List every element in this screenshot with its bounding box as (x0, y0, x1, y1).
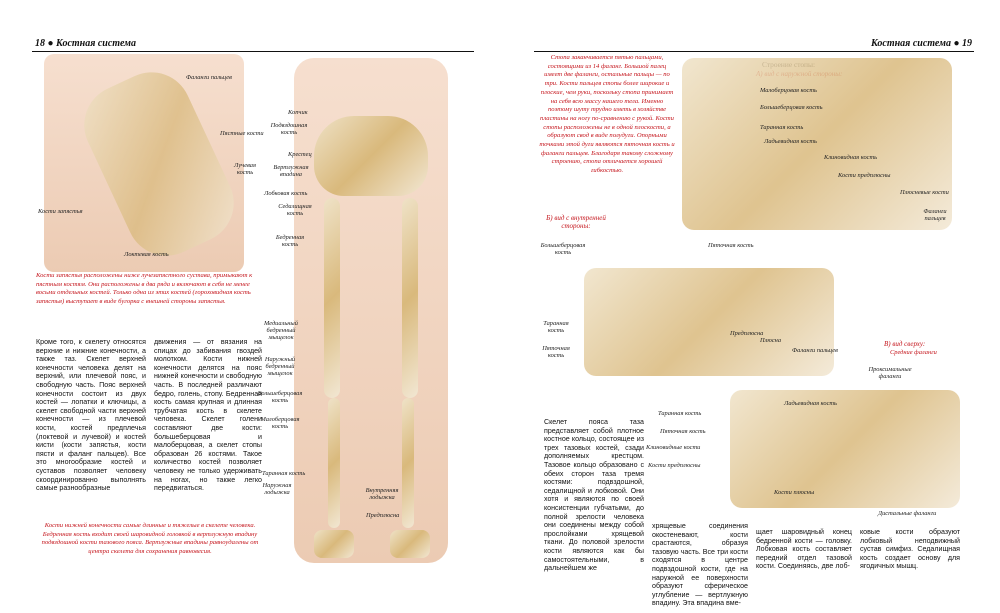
label-carpals: Кости запястья (38, 208, 83, 215)
label-ulna: Локтевая кость (124, 251, 169, 258)
label-femur: Бедренная кость (275, 234, 305, 248)
label-metacarpals: Пястные кости (220, 130, 264, 137)
label-c-proximal: Проксимальные фаланги (868, 366, 912, 380)
label-a-metatarsals: Плюсневые кости (900, 189, 949, 196)
right-body-column-2: хрящевые соединения окостеневают, кости срастаются, образуя тазовую часть. Все три кости сходятся в центре подвздошной кости, где на наружной ее поверхности образуют сферическое углубление — вертлужную впадину. Эта впадина вме- (652, 522, 748, 608)
label-medial-ankle: Внутренняя лодыжка (365, 487, 399, 501)
label-c-navicular: Ладьевидная кость (784, 400, 837, 407)
label-crest: Крестец (288, 151, 312, 158)
foot-lateral-view-illustration (682, 58, 952, 230)
label-talus-left: Таранная кость (262, 470, 306, 477)
left-body-column-1: Кроме того, к скелету относятся верхние и нижние конечности, а также таз. Скелет верхней конечности человека делят на верхний, или плечевой пояс, и свободную часть. Пояс верхней конечности состоит из двух костей — лопатки и ключицы, а скелет свободной части верхней конечности — из плечевой кости, костей предплечья (локтевой и лучевой) и костей кисти (кости запястья, кости пясти и фаланг пальцев). Все это многообразие костей и суставов позволяет человеку скоординированно выполнять самые разнообразные (36, 338, 146, 493)
label-fibula: Малоберцовая кость (260, 416, 300, 430)
hand-illustration (44, 54, 244, 272)
label-b-calcaneus: Пяточная кость (542, 345, 570, 359)
label-ischium: Седалищная кость (278, 203, 312, 217)
label-lateral-ankle: Наружная лодыжка (262, 482, 292, 496)
red-note-foot: Стопа заканчивается пятью пальцами, состоящими из 14 фаланг. Большой палец имеет две фаланги, остальные пальцы — по три. Кости пальцев стопы более широкие и плоские, чем руки, поскольку стопа принимает на себя всю массу нашего тела. Именно поэтому шуту трудно иметь в хозяйстве пластины на ногу по-сравнению с рукой. Кости стопы расположены не в одной плоскости, а образуют свод в виде полудуги. Опорными точками этой дуги являются пяточная кость и фаланги пальцев. Благодаря такому сложному строению, стопа отличается хорошей гибкостью. (539, 54, 675, 175)
label-a-cuboid: Ладьевидная кость (764, 138, 817, 145)
label-a-talus: Таранная кость (760, 124, 804, 131)
label-a-phalanges: Фаланги пальцев (923, 208, 947, 222)
label-a-tibia: Большеберцовая кость (760, 104, 823, 111)
right-body-column-1: Скелет пояса таза представляет собой плотное костное кольцо, состоящее из трех тазовых костей, сзади дополняемых крестцом. Тазовое кольцо образовано с обеих сторон таза тремя костями: подвздошной, седалищной и лобковой. Они хотя и являются по своей консистенции губчатыми, до полной зрелости человека они соединены между собой прослойками хрящевой ткани. До половой зрелости кости являются как бы самостоятельными, в дальнейшем же (544, 418, 644, 573)
left-page (32, 38, 474, 578)
label-c-talus: Таранная кость (658, 410, 702, 417)
label-b-tibia: Большеберцовая кость (540, 242, 586, 256)
foot-top-view-illustration (730, 390, 960, 508)
label-c-metatarsals: Кости плюсны (774, 489, 815, 496)
label-ilium: Подвздошная кость (270, 122, 308, 136)
label-c-middle: Средние фаланги (890, 349, 937, 356)
right-body-column-4: ковые кости образуют лобковый неподвижный сустав симфиз. Седалищная кость создает основу для ягодичных мышц. (860, 528, 960, 571)
label-medial-condyle: Медиальный бедренный мыщелок (264, 320, 298, 341)
label-b-talus: Таранная кость (543, 320, 569, 334)
label-a-fibula: Малоберцовая кость (760, 87, 817, 94)
label-pubis: Лобковая кость (264, 190, 308, 197)
label-radius: Лучевая кость (234, 162, 256, 176)
label-sacrum: Копчик (288, 109, 308, 116)
left-body-column-2: движения — от вязания на спицах до забивания гвоздей молотком. Кости нижней конечности делятся на пояс нижней конечности и свободную часть. В последней различают бедро, голень, стопу. Бедренная кость самая крупная и длинная трубчатая кость в скелете человека. Скелет голени составляют две кости: большеберцовая и малоберцовая, а скелет стопы образован 26 костями. Такое количество костей позволяет человеку не только удерживать на ногах, но также легко передвигаться. (154, 338, 262, 493)
label-acetabulum: Вертлужная впадина (273, 164, 309, 178)
label-c-calcaneus: Пяточная кость (660, 428, 706, 435)
right-body-column-3: щает шаровидный конец бедренной кости — головку. Лобковая кость составляет передний отдел тазовой кости. Соединяясь, две лоб- (756, 528, 852, 571)
foot-medial-view-illustration (584, 268, 834, 376)
label-c-tarsus: Кости предплюсны (648, 462, 701, 469)
label-tibia: Большеберцовая кость (257, 390, 303, 404)
red-note-legs: Кости нижней конечности самые длинные и тяжелые в скелете человека. Бедренная кость входит своей шаровидной головкой в вертлужную впадину подвздошной кости тазового пояса. Вертлужные впадины равноудалены от центра скелета для сохранения равновесия. (41, 522, 259, 556)
label-c-distal: Дистальные фаланги (878, 510, 937, 517)
view-b-title: Б) вид с внутренней стороны: (546, 214, 606, 230)
label-c-cuneiform: Клиновидные кости (646, 444, 701, 451)
left-page-header: 18 ● Костная система (32, 38, 474, 52)
red-note-wrist: Кости запястья расположены ниже лучезапястного сустава, примыкают к пястным костям. Они расположены в два ряда и включают в себя не менее восьми отдельных костей. Только одна из этих костей (гороховидная кость запястья) выступает в виде бугорка с внешней стороны запястья. (36, 272, 253, 306)
label-phalanges-hand: Фаланги пальцев (186, 74, 232, 81)
label-b-phalanges: Фаланги пальцев (792, 347, 838, 354)
right-page-header: Костная система ● 19 (534, 38, 974, 52)
label-lateral-condyle: Наружный бедренный мыщелок (264, 356, 296, 377)
label-a-cuneiform: Клиновидная кость (824, 154, 878, 161)
view-c-title: В) вид сверху: (884, 340, 926, 348)
label-a-calcaneus: Пяточная кость (708, 242, 754, 249)
label-b-metatarsus: Плюсна (760, 337, 782, 344)
label-b-tarsus: Предплюсна (730, 330, 764, 337)
right-page (534, 38, 974, 608)
label-metatarsus-left: Предплюсна (366, 512, 400, 519)
label-a-metatarsus: Кости предплюсны (838, 172, 891, 179)
